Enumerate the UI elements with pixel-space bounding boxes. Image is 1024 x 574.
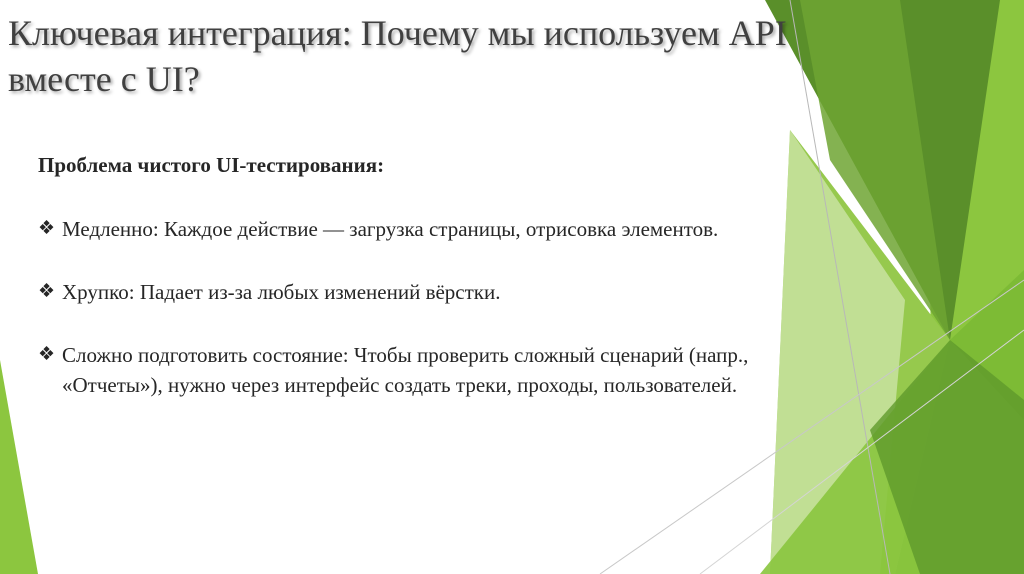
bullet-text: Сложно подготовить состояние: Чтобы проверить сложный сценарий (напр., «Отчеты»), нужно через интерфейс создать треки, проходы, пользователей. bbox=[62, 343, 749, 397]
bullet-item-state bbox=[38, 340, 758, 400]
bullet-text: Медленно: Каждое действие — загрузка страницы, отрисовка элементов. bbox=[62, 217, 719, 241]
slide-content bbox=[38, 150, 758, 433]
left-green-sliver bbox=[0, 360, 38, 574]
bullet-item-fragile bbox=[38, 277, 758, 307]
bullet-item-slow bbox=[38, 214, 758, 244]
bullet-list bbox=[38, 214, 758, 400]
diamond-bullet-icon: ❖ bbox=[38, 281, 56, 302]
slide-title: Ключевая интеграция: Почему мы используем API вместе с UI? bbox=[8, 13, 787, 99]
bullet-text: Хрупко: Падает из-за любых изменений вёрстки. bbox=[62, 280, 501, 304]
diamond-bullet-icon: ❖ bbox=[38, 218, 56, 239]
diamond-bullet-icon: ❖ bbox=[38, 344, 56, 365]
subheading: Проблема чистого UI-тестирования: bbox=[38, 153, 385, 177]
